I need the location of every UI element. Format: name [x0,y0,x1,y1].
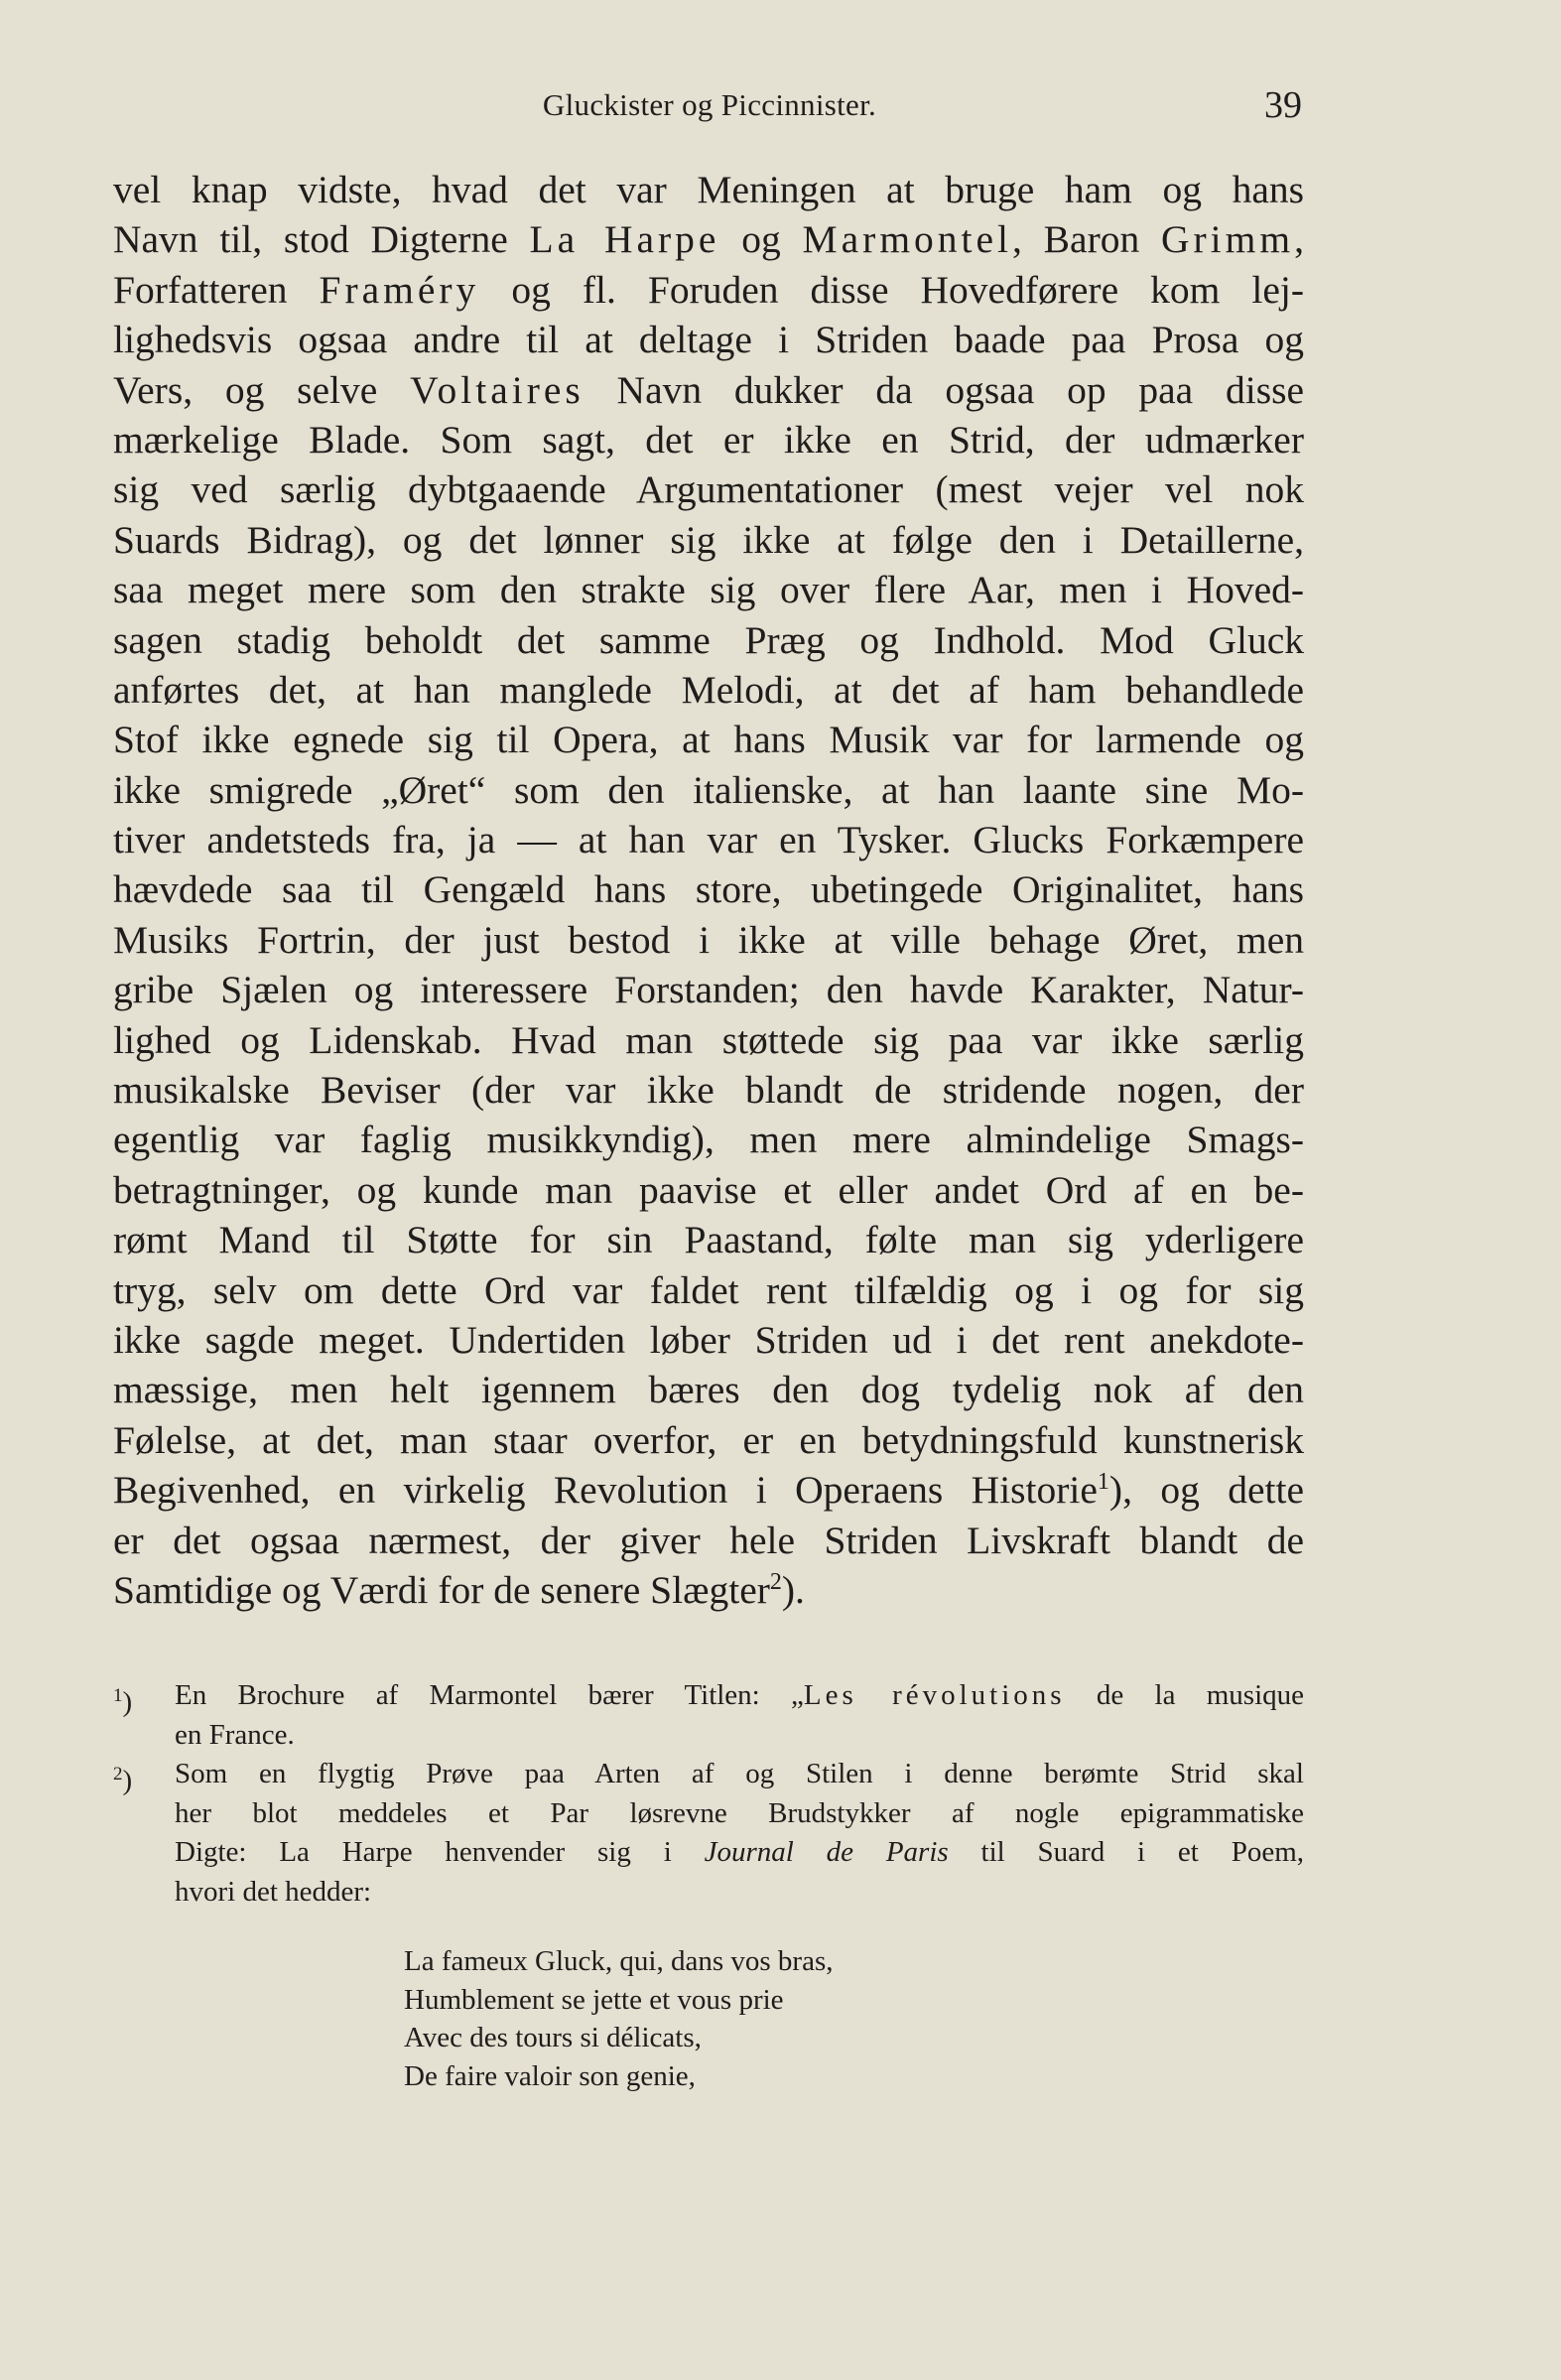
page-number: 39 [1264,84,1302,126]
text-line: Stof ikke egnede sig til Opera, at hans Musik var for larmende og [113,718,1304,762]
text-line: er det ogsaa nærmest, der giver hele Striden Livskraft blandt de [113,1518,1304,1562]
footnote-line: Digte: La Harpe henvender sig i Journal de Paris til Suard i et Poem, [175,1836,1304,1868]
text-line: tryg, selv om dette Ord var faldet rent tilfældig og i og for sig [113,1267,1304,1312]
poem-line: De faire valoir son genie, [404,2059,696,2092]
text-line: sagen stadig beholdt det samme Præg og Indhold. Mod Gluck [113,617,1304,662]
text-line: lighed og Lidenskab. Hvad man støttede sig paa var ikke særlig [113,1017,1304,1062]
text-line: Navn til, stod Digterne La Harpe og Marmontel, Baron Grimm, [113,217,1304,262]
text-line: rømt Mand til Støtte for sin Paastand, følte man sig yderligere [113,1218,1304,1262]
footnote-marker: $^2$) [113,1764,133,1796]
text-line: anførtes det, at han manglede Melodi, at det af ham behandlede [113,667,1304,712]
name-voltaire: Voltaires [410,367,585,412]
text-line: lighedsvis ogsaa andre til at deltage i Striden baade paa Prosa og [113,318,1304,362]
name-marmontel: Marmontel [802,217,1013,262]
name-framery: Framéry [319,267,480,312]
footnotes [113,1676,1304,1912]
text-line: betragtninger, og kunde man paavise et eller andet Ord af en be- [113,1167,1304,1212]
poem-line: Humblement se jette et vous prie [404,1983,784,2016]
text-line: Vers, og selve Voltaires Navn dukker da ogsaa op paa disse [113,367,1304,412]
text-line: mærkelige Blade. Som sagt, det er ikke en Strid, der udmærker [113,417,1304,462]
text-line: ikke smigrede „Øret“ som den italienske, at han laante sine Mo- [113,767,1304,812]
journal-title: Journal de Paris [704,1836,949,1868]
text-line: ikke sagde meget. Undertiden løber Striden ud i det rent anekdote- [113,1317,1304,1362]
text-line: Forfatteren Framéry og fl. Foruden disse Hovedførere kom lej- [113,267,1304,312]
text-line: gribe Sjælen og interessere Forstanden; den havde Karakter, Natur- [113,968,1304,1012]
footnote-line: hvori det hedder: [175,1875,372,1908]
text-line: egentlig var faglig musikkyndig), men mere almindelige Smags- [113,1118,1304,1162]
running-header [119,77,1300,127]
text-line: Suards Bidrag), og det lønner sig ikke at følge den i Detaillerne, [113,517,1304,562]
text-line: hævdede saa til Gengæld hans store, ubetingede Originalitet, hans [113,867,1304,912]
name-grimm: Grimm [1161,217,1295,262]
text-line: vel knap vidste, hvad det var Meningen at bruge ham og hans [113,168,1304,211]
text-line: Begivenhed, en virkelig Revolution i Operaens Historie$^1$), og dette [113,1468,1304,1513]
footnote-2 [113,1755,1304,1912]
footnote-ref-2: 2 [769,1568,782,1595]
title-les-revolutions: Les révolutions [803,1679,1066,1711]
footnote-line: en France. [175,1718,295,1751]
body-text [113,165,1304,1615]
footnote-1 [113,1676,1304,1755]
text-line: mæssige, men helt igennem bæres den dog tydelig nok af den [113,1368,1304,1412]
text-line: musikalske Beviser (der var ikke blandt de stridende nogen, der [113,1068,1304,1113]
footnote-line: her blot meddeles et Par løsrevne Brudstykker af nogle epigrammatiske [175,1796,1304,1829]
poem-line: Avec des tours si délicats, [404,2022,702,2053]
text-line: saa meget mere som den strakte sig over flere Aar, men i Hoved- [113,568,1304,612]
name-la-harpe: La Harpe [529,217,720,262]
footnote-ref-1: 1 [1097,1469,1109,1496]
text-line: sig ved særlig dybtgaaende Argumentationer (mest vejer vel nok [113,467,1304,512]
poem-quote [404,1942,1099,2095]
text-line: tiver andetsteds fra, ja — at han var en Tysker. Glucks Forkæmpere [113,818,1304,862]
text-line: Følelse, at det, man staar overfor, er en betydningsfuld kunstnerisk [113,1417,1304,1462]
running-title: Gluckister og Piccinnister. [542,87,877,122]
footnote-line: Som en flygtig Prøve paa Arten af og Stilen i denne berømte Strid skal [175,1758,1304,1789]
text-line: Samtidige og Værdi for de senere Slægter$^2$). [113,1567,805,1612]
footnote-line: En Brochure af Marmontel bærer Titlen: „Les révolutions de la musique [175,1679,1304,1711]
footnote-marker: $^1$) [113,1685,133,1718]
text-line: Musiks Fortrin, der just bestod i ikke at ville behage Øret, men [113,917,1304,962]
poem-line: La fameux Gluck, qui, dans vos bras, [404,1945,834,1977]
